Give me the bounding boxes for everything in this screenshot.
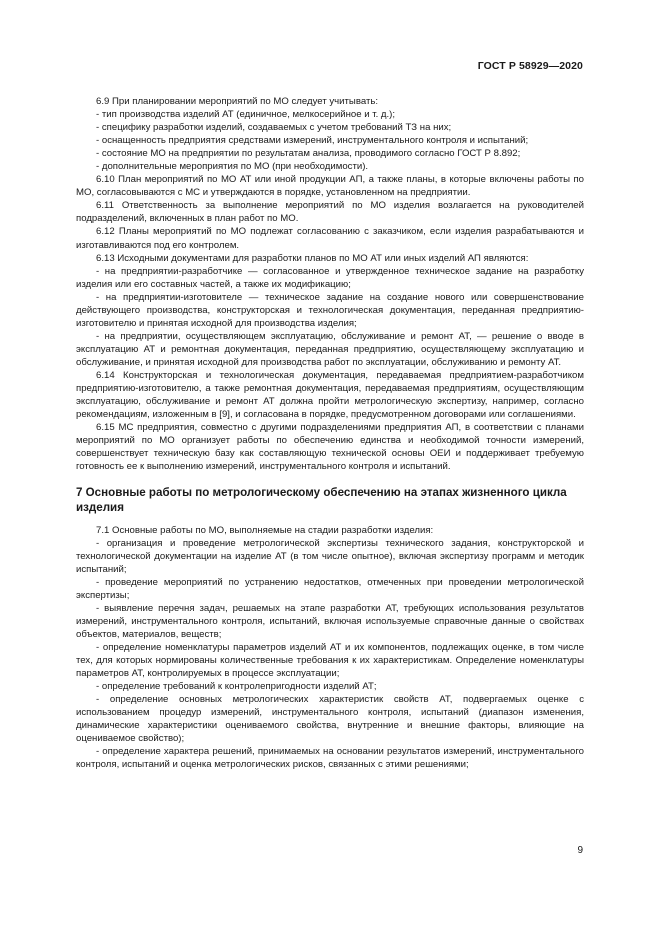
paragraph-6-14: 6.14 Конструкторская и технологическая документация, передаваемая предприятием-разработчиком предприятию-изготовителю, а также ремонтная документация, передаваемая предприятиям, осуществляющим эксплуатацию, обслуживание и ремонт АТ должна пройти метрологическую экспертизу, например, согласно рекомендациям, изложенным в [9], и согласована в порядке, предусмотренном договорами или соглашениями. [76,369,584,421]
list-item: - тип производства изделий АТ (единичное, мелкосерийное и т. д.); [96,109,396,121]
document-body [76,95,584,771]
list-item: - определение характера решений, принимаемых на основании результатов измерений, инструментального контроля, испытаний и оценка метрологических рисков, связанных с этими решениями; [76,746,584,771]
list-item: - определение номенклатуры параметров изделий АТ и их компонентов, подлежащих оценке, в том числе тех, для которых нормированы количественные требования к их характеристикам. Определение номенклатуры параметров АТ, контролируемых в процессе эксплуатации; [76,641,584,680]
list-item: - проведение мероприятий по устранению недостатков, отмеченных при проведении метрологической экспертизы; [76,576,584,601]
paragraph-6-15: 6.15 МС предприятия, совместно с другими подразделениями предприятия АП, в соответствии с планами мероприятий по МО организует работы по обеспечению единства и необходимой точности измерений, совершенствует техническую базу как составляющую технической основы ОЕИ и поддерживает требуемую готовность ее к выполнению измерений, инструментального контроля и испытаний. [76,422,584,473]
list-item: - определение требований к контролепригодности изделий АТ; [96,681,377,693]
list-item: - состояние МО на предприятии по результатам анализа, проводимого согласно ГОСТ Р 8.892; [96,148,521,160]
list-item: - определение основных метрологических характеристик свойств АТ, подвергаемых оценке с использованием процедур измерений, инструментального контроля, испытаний (диапазон изменения, динамические характеристики оцениваемого свойства, внутренние и внешние факторы, влияющие на оцениваемое свойство); [76,694,584,745]
page-number: 9 [577,845,583,856]
paragraph-6-11: 6.11 Ответственность за выполнение мероприятий по МО изделия возлагается на руководителей подразделений, включенных в план работ по МО. [76,200,584,225]
section-7-title: 7 Основные работы по метрологическому обеспечению на этапах жизненного цикла изделия [76,486,567,514]
standard-header: ГОСТ Р 58929—2020 [477,60,583,72]
paragraph-6-10: 6.10 План мероприятий по МО АТ или иной продукции АП, а также планы, в которые включены работы по МО, согласовываются с МС и утверждаются в порядке, установленном на предприятии. [76,174,584,199]
list-item: - специфику разработки изделий, создаваемых с учетом требований ТЗ на них; [96,122,452,134]
list-item: - дополнительные мероприятия по МО (при необходимости). [96,161,369,173]
list-item: - на предприятии-изготовителе — техническое задание на создание нового или совершенствование действующего производства, конструкторская и технологическая документация, переданная предприятию-изготовителю и принятая исходной для производства изделия; [76,291,584,329]
list-item: - на предприятии-разработчике — согласованное и утвержденное техническое задание на разработку изделия или его составных частей, а также их модификацию; [76,265,584,290]
paragraph-6-12: 6.12 Планы мероприятий по МО подлежат согласованию с заказчиком, если изделия разрабатываются и изготавливаются под его контролем. [76,226,584,251]
paragraph-6-9: 6.9 При планировании мероприятий по МО следует учитывать: [96,96,378,107]
paragraph-7-1: 7.1 Основные работы по МО, выполняемые на стадии разработки изделия: [96,524,434,536]
list-item: - организация и проведение метрологической экспертизы технического задания, конструкторской и технологической документации на изделие АТ (в том числе опытное), включая экспертизу программ и методик испытаний; [76,537,584,575]
list-item: - оснащенность предприятия средствами измерений, инструментального контроля и испытаний; [96,135,529,147]
paragraph-6-13: 6.13 Исходными документами для разработки планов по МО АТ или иных изделий АП являются: [96,252,529,264]
list-item: - на предприятии, осуществляющем эксплуатацию, обслуживание и ремонт АТ, — решение о вводе в эксплуатацию АТ и ремонтная документация, переданная предприятию, осуществляющему эксплуатацию и обслуживание, и принятая исходной для производства работ по эксплуатации, обслуживанию и ремонту АТ. [76,330,584,368]
list-item: - выявление перечня задач, решаемых на этапе разработки АТ, требующих использования результатов измерений, инструментального контроля, испытаний, включая используемые справочные данные о свойствах объектов, материалов, веществ; [76,602,584,640]
